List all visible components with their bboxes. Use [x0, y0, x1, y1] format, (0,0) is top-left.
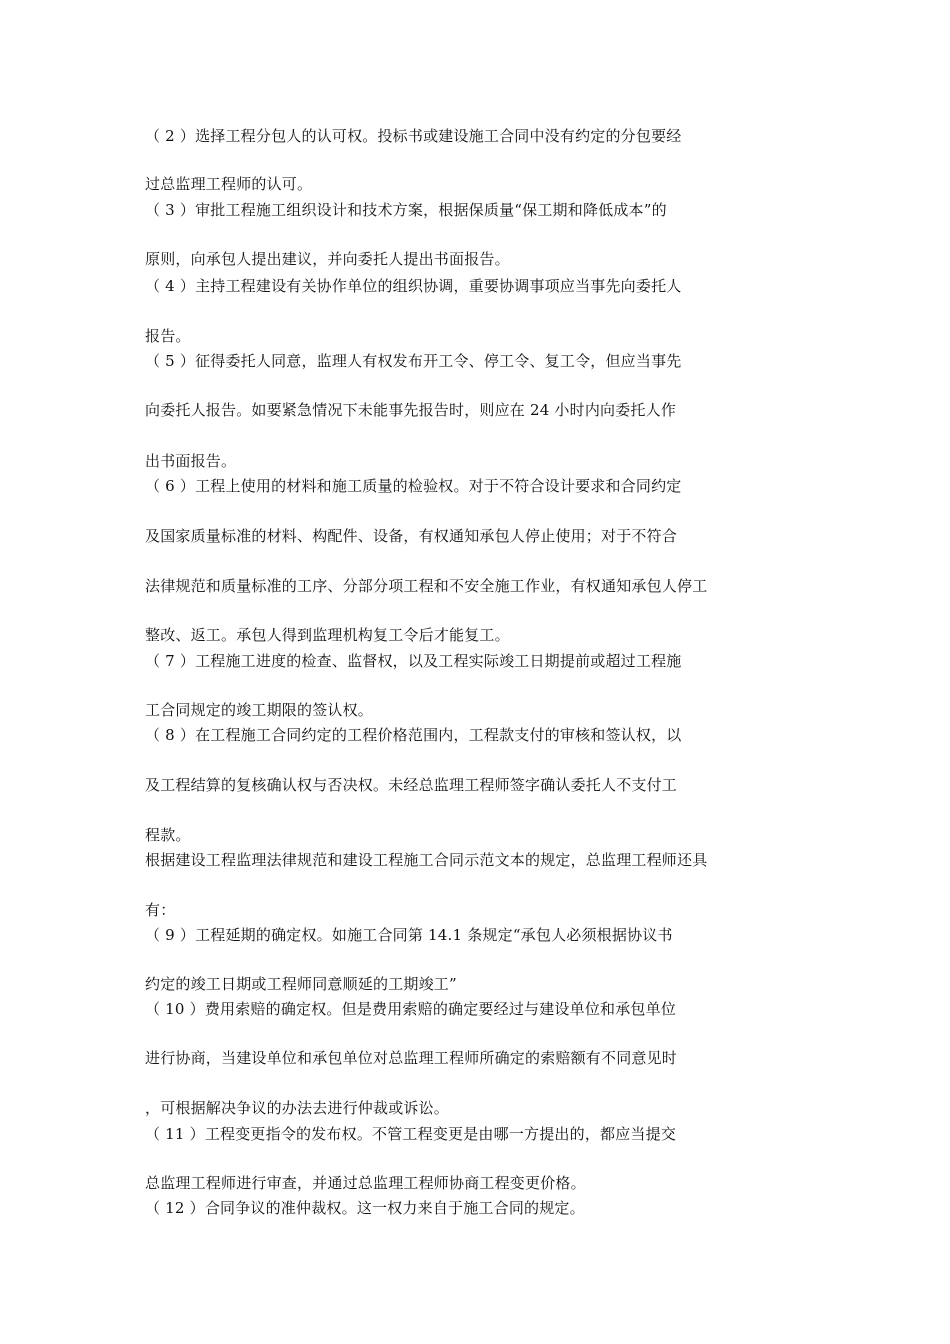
text-line: 程款。	[145, 826, 191, 844]
text-line: ，可根据解决争议的办法去进行仲裁或诉讼。	[145, 1099, 450, 1117]
text-line: 进行协商，当建设单位和承包单位对总监理工程师所确定的索赔额有不同意见时	[145, 1049, 678, 1067]
text-line: （ 2 ）选择工程分包人的认可权。投标书或建设施工合同中没有约定的分包要经	[145, 127, 682, 145]
text-line: （ 10 ）费用索赔的确定权。但是费用索赔的确定要经过与建设单位和承包单位	[145, 1000, 677, 1018]
text-line: 约定的竣工日期或工程师同意顺延的工期竣工”	[145, 975, 457, 993]
text-line: 出书面报告。	[145, 452, 237, 470]
text-line: 有：	[145, 901, 176, 919]
text-line: （ 4 ）主持工程建设有关协作单位的组织协调，重要协调事项应当事先向委托人	[145, 277, 682, 295]
text-line: （ 12 ）合同争议的准仲裁权。这一权力来自于施工合同的规定。	[145, 1199, 585, 1217]
text-line: 原则，向承包人提出建议，并向委托人提出书面报告。	[145, 250, 510, 268]
text-line: （ 3 ）审批工程施工组织设计和技术方案，根据保质量“保工期和降低成本”的	[145, 201, 667, 219]
text-line: 工合同规定的竣工期限的签认权。	[145, 701, 374, 719]
text-line: （ 7 ）工程施工进度的检查、监督权，以及工程实际竣工日期提前或超过工程施	[145, 652, 682, 670]
text-line: 整改、返工。承包人得到监理机构复工令后才能复工。	[145, 626, 510, 644]
text-line: （ 9 ）工程延期的确定权。如施工合同第 14.1 条规定“承包人必须根据协议书	[145, 926, 673, 944]
text-line: 法律规范和质量标准的工序、分部分项工程和不安全施工作业，有权通知承包人停工	[145, 577, 708, 595]
text-line: 及国家质量标准的材料、构配件、设备，有权通知承包人停止使用；对于不符合	[145, 527, 678, 545]
text-line: 向委托人报告。如要紧急情况下未能事先报告时，则应在 24 小时内向委托人作	[145, 401, 677, 419]
text-line: 报告。	[145, 327, 191, 345]
text-line: （ 11 ）工程变更指令的发布权。不管工程变更是由哪一方提出的，都应当提交	[145, 1125, 677, 1143]
text-line: （ 5 ）征得委托人同意，监理人有权发布开工令、停工令、复工令，但应当事先	[145, 352, 682, 370]
text-line: 过总监理工程师的认可。	[145, 175, 313, 193]
text-line: 总监理工程师进行审查，并通过总监理工程师协商工程变更价格。	[145, 1174, 586, 1192]
text-line: （ 8 ）在工程施工合同约定的工程价格范围内，工程款支付的审核和签认权，以	[145, 726, 682, 744]
text-line: 及工程结算的复核确认权与否决权。未经总监理工程师签字确认委托人不支付工	[145, 776, 678, 794]
text-line: （ 6 ）工程上使用的材料和施工质量的检验权。对于不符合设计要求和合同约定	[145, 477, 682, 495]
text-line: 根据建设工程监理法律规范和建设工程施工合同示范文本的规定，总监理工程师还具	[145, 851, 708, 869]
